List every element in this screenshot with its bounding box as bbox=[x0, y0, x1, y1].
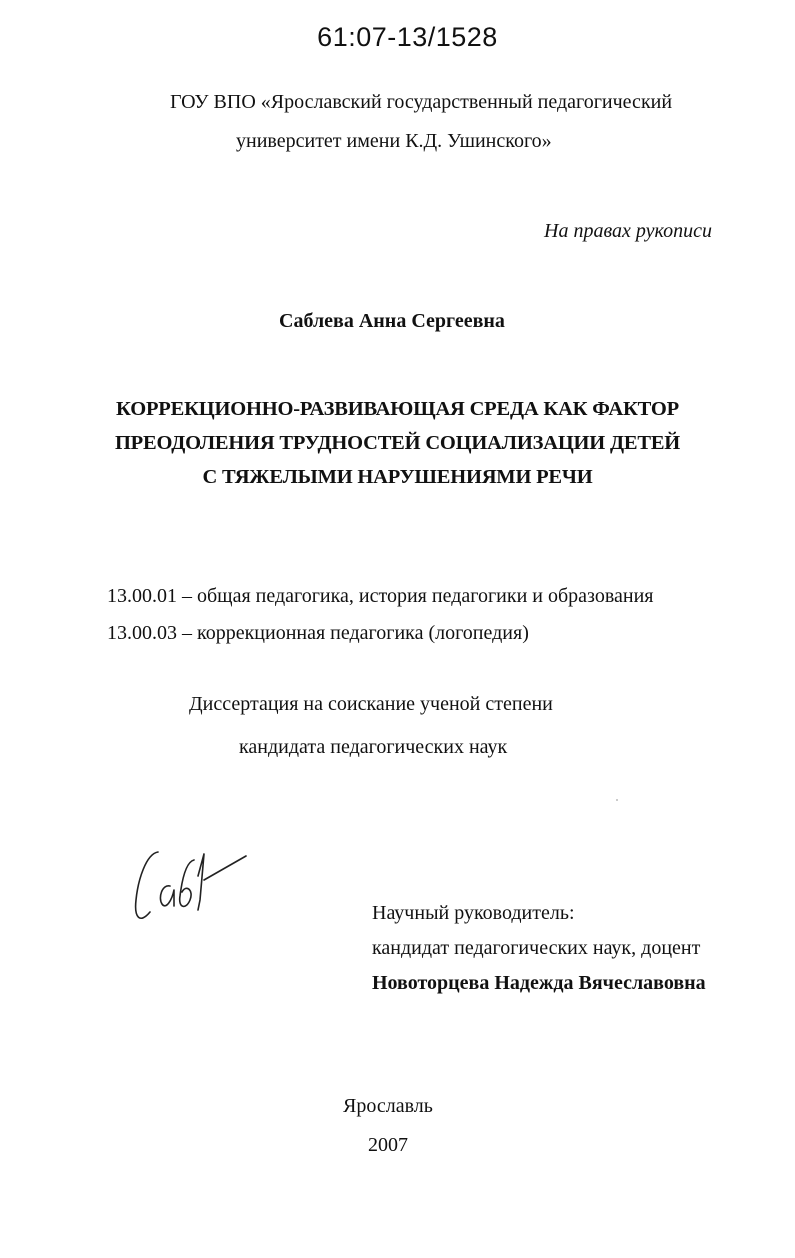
supervisor-label: Научный руководитель: bbox=[372, 902, 575, 924]
institution-line-1: ГОУ ВПО «Ярославский государственный педагогический bbox=[170, 91, 673, 113]
scan-speck bbox=[616, 799, 618, 801]
degree-line-2: кандидата педагогических наук bbox=[239, 736, 508, 758]
degree-line-1: Диссертация на соискание ученой степени bbox=[189, 693, 553, 715]
year: 2007 bbox=[368, 1134, 408, 1156]
institution-line-2: университет имени К.Д. Ушинского» bbox=[236, 130, 552, 152]
author-name: Саблева Анна Сергеевна bbox=[279, 310, 505, 332]
dissertation-title-line-1: КОРРЕКЦИОННО-РАЗВИВАЮЩАЯ СРЕДА КАК ФАКТОР bbox=[116, 398, 679, 420]
manuscript-note: На правах рукописи bbox=[544, 220, 712, 242]
dissertation-title-line-3: С ТЯЖЕЛЫМИ НАРУШЕНИЯМИ РЕЧИ bbox=[202, 466, 593, 488]
archive-stamp: 61:07-13/1528 bbox=[317, 22, 498, 52]
specialty-2: 13.00.03 – коррекционная педагогика (логопедия) bbox=[107, 622, 529, 644]
dissertation-title-line-2: ПРЕОДОЛЕНИЯ ТРУДНОСТЕЙ СОЦИАЛИЗАЦИИ ДЕТЕЙ bbox=[114, 432, 681, 454]
specialty-1: 13.00.01 – общая педагогика, история педагогики и образования bbox=[107, 585, 654, 607]
handwritten-signature-icon bbox=[128, 840, 258, 930]
city: Ярославль bbox=[343, 1095, 433, 1117]
supervisor-degree: кандидат педагогических наук, доцент bbox=[372, 937, 701, 959]
supervisor-name: Новоторцева Надежда Вячеславовна bbox=[372, 972, 706, 994]
